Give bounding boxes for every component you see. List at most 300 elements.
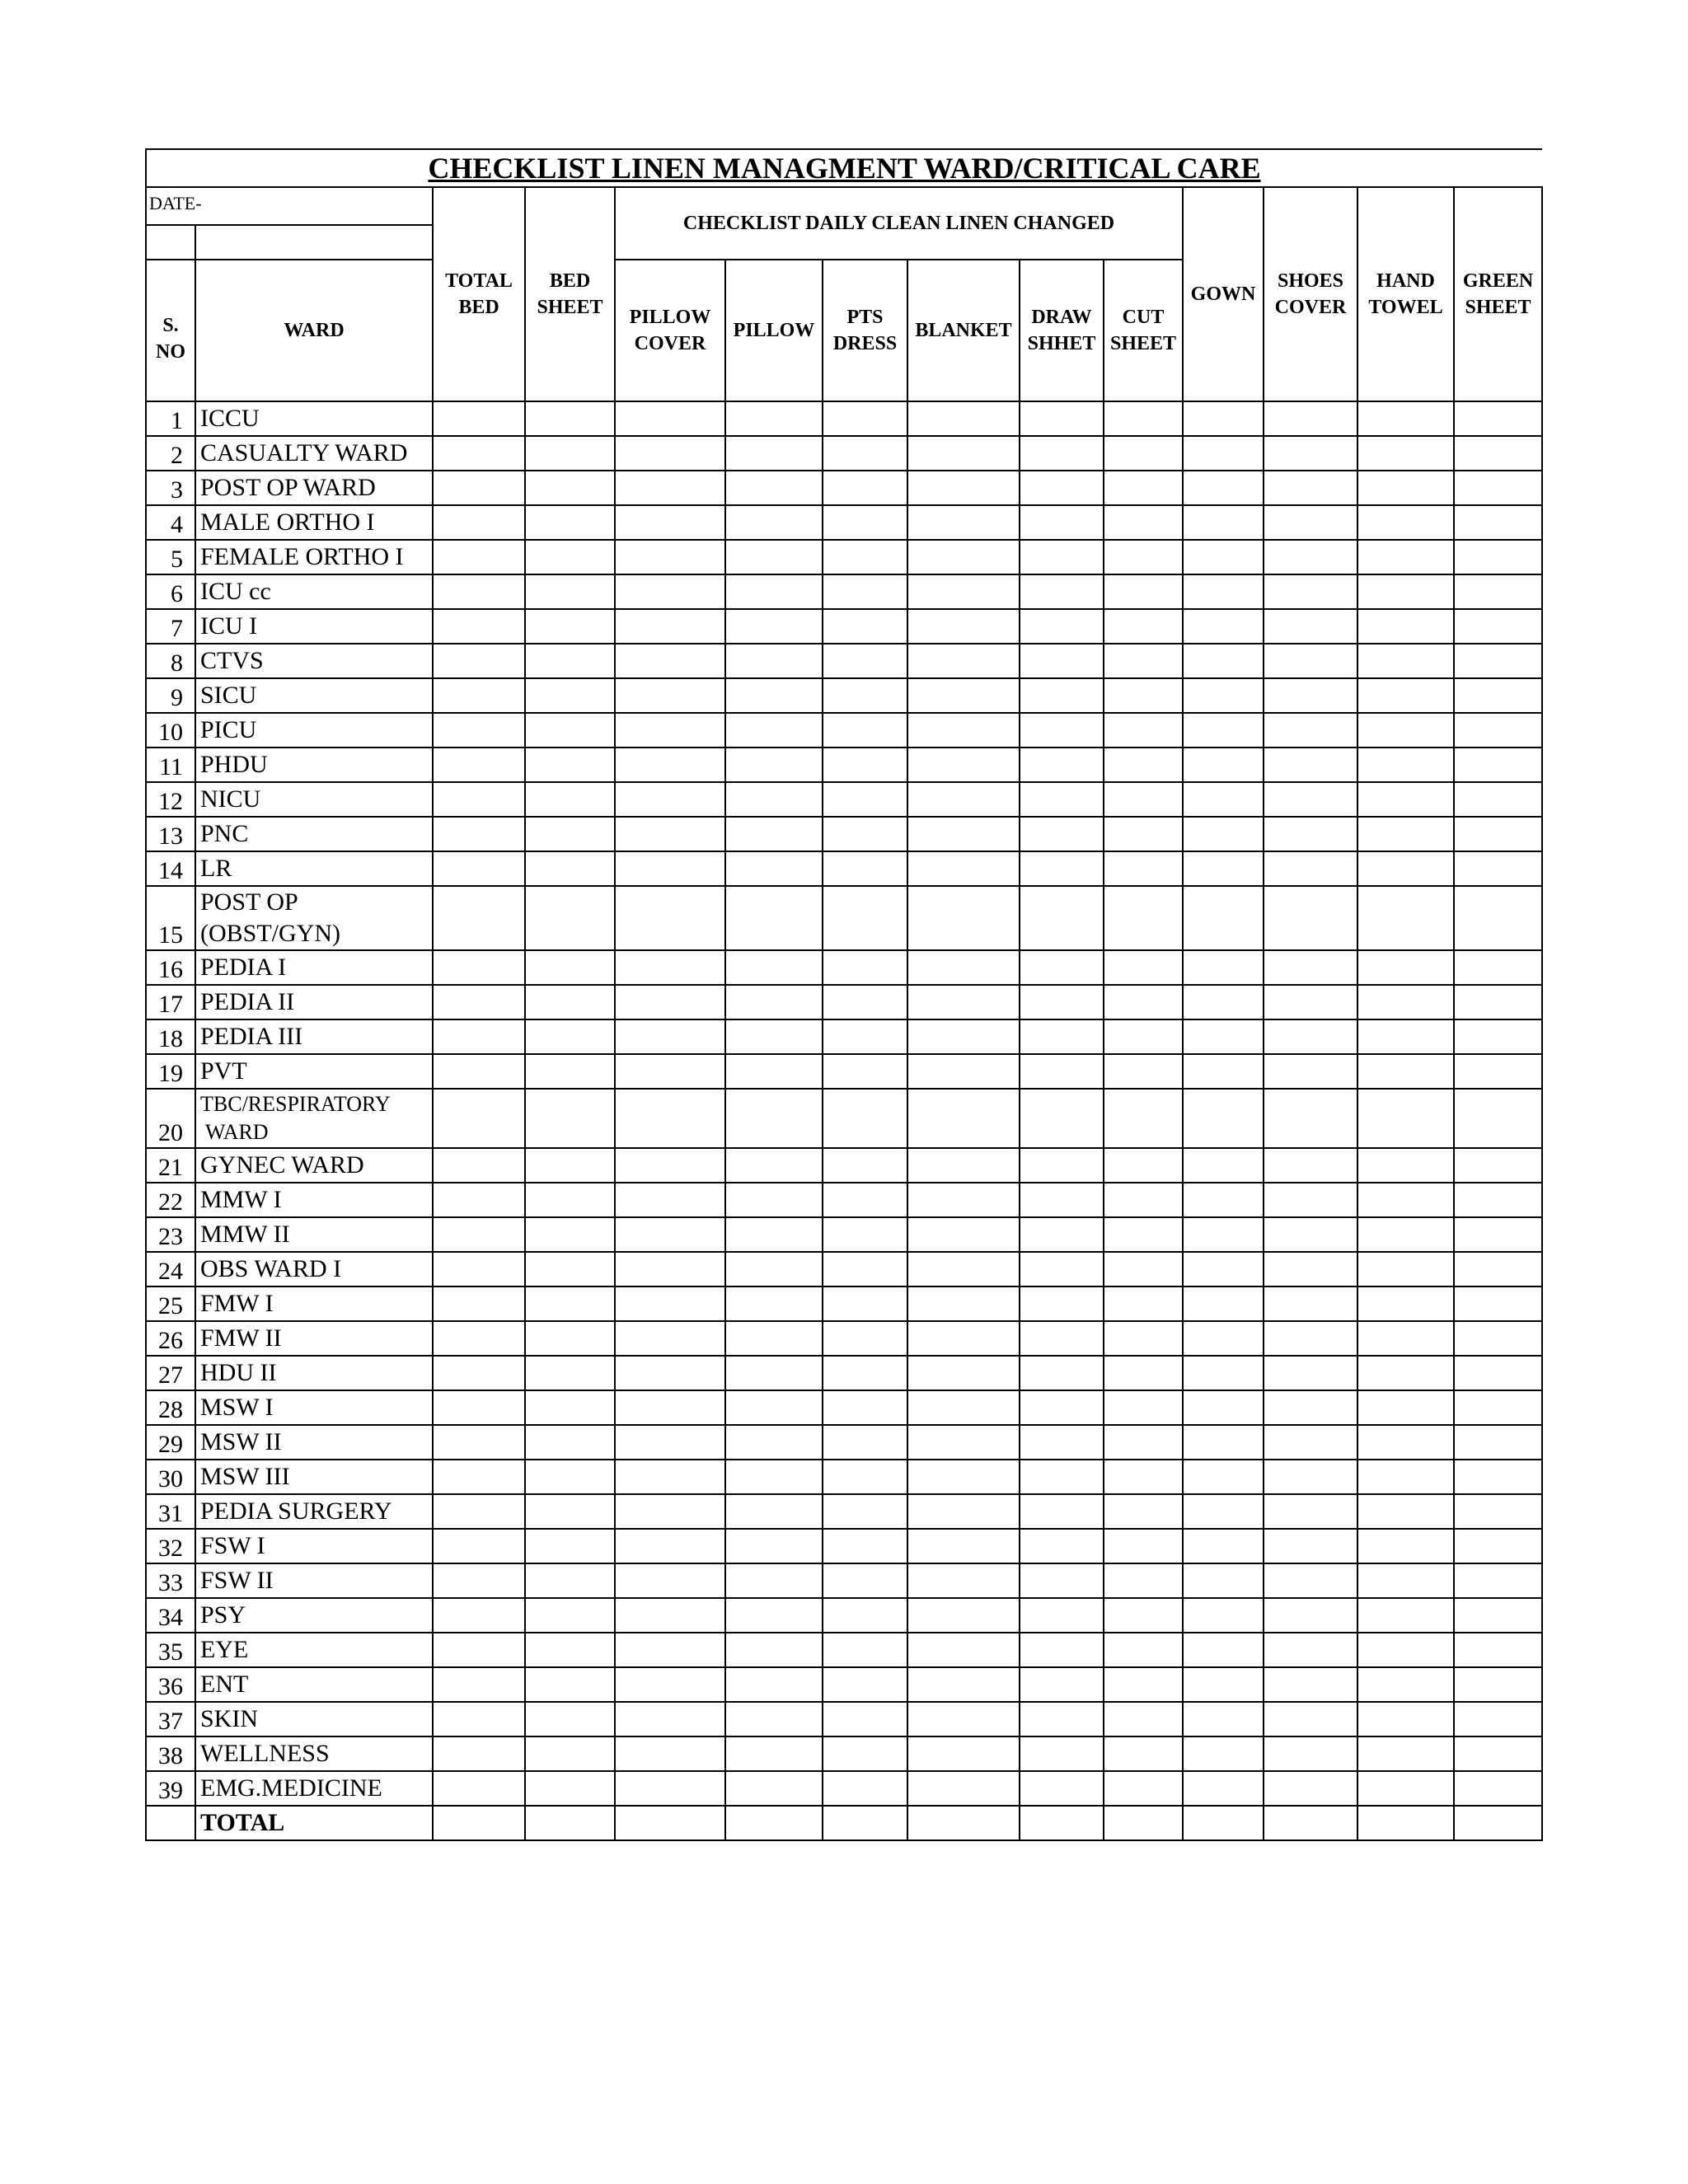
cell-draw-sheet[interactable] <box>1020 678 1104 713</box>
cell-hand-towel[interactable] <box>1357 886 1454 950</box>
cell-green-sheet[interactable] <box>1454 886 1542 950</box>
cell-bed-sheet[interactable] <box>525 609 615 644</box>
cell-cut-sheet[interactable] <box>1104 1148 1183 1183</box>
cell-cut-sheet[interactable] <box>1104 401 1183 436</box>
cell-gown[interactable] <box>1183 1089 1264 1148</box>
cell-pts-dress[interactable] <box>823 644 907 678</box>
cell-draw-sheet[interactable] <box>1020 401 1104 436</box>
cell-shoes-cover[interactable] <box>1264 1633 1357 1667</box>
cell-bed-sheet[interactable] <box>525 1356 615 1390</box>
cell-pillow[interactable] <box>725 1183 823 1217</box>
cell-hand-towel[interactable] <box>1357 1148 1454 1183</box>
cell-gown[interactable] <box>1183 1563 1264 1598</box>
cell-draw-sheet[interactable] <box>1020 609 1104 644</box>
cell-shoes-cover[interactable] <box>1264 1806 1357 1840</box>
cell-bed-sheet[interactable] <box>525 1563 615 1598</box>
cell-pillow[interactable] <box>725 1425 823 1460</box>
cell-gown[interactable] <box>1183 1736 1264 1771</box>
cell-bed-sheet[interactable] <box>525 471 615 505</box>
cell-pillow-cover[interactable] <box>615 1054 725 1089</box>
cell-shoes-cover[interactable] <box>1264 886 1357 950</box>
cell-green-sheet[interactable] <box>1454 1633 1542 1667</box>
cell-green-sheet[interactable] <box>1454 1806 1542 1840</box>
cell-shoes-cover[interactable] <box>1264 1286 1357 1321</box>
cell-draw-sheet[interactable] <box>1020 748 1104 782</box>
cell-draw-sheet[interactable] <box>1020 436 1104 471</box>
cell-pts-dress[interactable] <box>823 1736 907 1771</box>
cell-cut-sheet[interactable] <box>1104 1598 1183 1633</box>
cell-hand-towel[interactable] <box>1357 1771 1454 1806</box>
cell-gown[interactable] <box>1183 1183 1264 1217</box>
cell-pillow[interactable] <box>725 1702 823 1736</box>
cell-pts-dress[interactable] <box>823 851 907 886</box>
cell-blanket[interactable] <box>907 1217 1020 1252</box>
cell-pts-dress[interactable] <box>823 505 907 540</box>
cell-pts-dress[interactable] <box>823 1702 907 1736</box>
cell-pillow[interactable] <box>725 748 823 782</box>
cell-pillow-cover[interactable] <box>615 644 725 678</box>
cell-draw-sheet[interactable] <box>1020 1598 1104 1633</box>
cell-pillow-cover[interactable] <box>615 1563 725 1598</box>
cell-blanket[interactable] <box>907 644 1020 678</box>
cell-gown[interactable] <box>1183 851 1264 886</box>
cell-green-sheet[interactable] <box>1454 748 1542 782</box>
cell-total-bed[interactable] <box>433 1425 525 1460</box>
cell-pts-dress[interactable] <box>823 436 907 471</box>
cell-cut-sheet[interactable] <box>1104 574 1183 609</box>
cell-hand-towel[interactable] <box>1357 678 1454 713</box>
cell-draw-sheet[interactable] <box>1020 782 1104 817</box>
cell-bed-sheet[interactable] <box>525 886 615 950</box>
cell-green-sheet[interactable] <box>1454 985 1542 1019</box>
cell-blanket[interactable] <box>907 1633 1020 1667</box>
cell-hand-towel[interactable] <box>1357 540 1454 574</box>
cell-green-sheet[interactable] <box>1454 1563 1542 1598</box>
cell-pillow[interactable] <box>725 1460 823 1494</box>
cell-cut-sheet[interactable] <box>1104 1356 1183 1390</box>
cell-draw-sheet[interactable] <box>1020 1460 1104 1494</box>
cell-green-sheet[interactable] <box>1454 678 1542 713</box>
date-blank-cell[interactable] <box>146 225 195 260</box>
cell-bed-sheet[interactable] <box>525 950 615 985</box>
cell-gown[interactable] <box>1183 1460 1264 1494</box>
cell-total-bed[interactable] <box>433 1702 525 1736</box>
cell-draw-sheet[interactable] <box>1020 1736 1104 1771</box>
cell-hand-towel[interactable] <box>1357 609 1454 644</box>
cell-blanket[interactable] <box>907 540 1020 574</box>
cell-hand-towel[interactable] <box>1357 1054 1454 1089</box>
cell-pillow[interactable] <box>725 1252 823 1286</box>
cell-gown[interactable] <box>1183 540 1264 574</box>
cell-pts-dress[interactable] <box>823 748 907 782</box>
cell-total-bed[interactable] <box>433 817 525 851</box>
cell-cut-sheet[interactable] <box>1104 1054 1183 1089</box>
cell-draw-sheet[interactable] <box>1020 505 1104 540</box>
cell-blanket[interactable] <box>907 1563 1020 1598</box>
cell-blanket[interactable] <box>907 713 1020 748</box>
cell-draw-sheet[interactable] <box>1020 1667 1104 1702</box>
cell-green-sheet[interactable] <box>1454 540 1542 574</box>
cell-total-bed[interactable] <box>433 1390 525 1425</box>
cell-pts-dress[interactable] <box>823 886 907 950</box>
cell-cut-sheet[interactable] <box>1104 1252 1183 1286</box>
cell-total-bed[interactable] <box>433 1598 525 1633</box>
cell-pts-dress[interactable] <box>823 1217 907 1252</box>
cell-gown[interactable] <box>1183 1019 1264 1054</box>
cell-hand-towel[interactable] <box>1357 851 1454 886</box>
cell-pillow[interactable] <box>725 1390 823 1425</box>
cell-gown[interactable] <box>1183 1667 1264 1702</box>
cell-draw-sheet[interactable] <box>1020 1633 1104 1667</box>
cell-pillow-cover[interactable] <box>615 851 725 886</box>
cell-blanket[interactable] <box>907 1148 1020 1183</box>
cell-bed-sheet[interactable] <box>525 1702 615 1736</box>
cell-blanket[interactable] <box>907 1425 1020 1460</box>
cell-total-bed[interactable] <box>433 1019 525 1054</box>
cell-green-sheet[interactable] <box>1454 1702 1542 1736</box>
cell-pillow[interactable] <box>725 678 823 713</box>
cell-cut-sheet[interactable] <box>1104 950 1183 985</box>
cell-green-sheet[interactable] <box>1454 1425 1542 1460</box>
cell-total-bed[interactable] <box>433 436 525 471</box>
cell-gown[interactable] <box>1183 609 1264 644</box>
cell-pillow-cover[interactable] <box>615 782 725 817</box>
cell-gown[interactable] <box>1183 1494 1264 1529</box>
cell-pillow-cover[interactable] <box>615 1019 725 1054</box>
cell-shoes-cover[interactable] <box>1264 748 1357 782</box>
cell-green-sheet[interactable] <box>1454 713 1542 748</box>
cell-shoes-cover[interactable] <box>1264 1390 1357 1425</box>
cell-green-sheet[interactable] <box>1454 471 1542 505</box>
cell-blanket[interactable] <box>907 1321 1020 1356</box>
cell-bed-sheet[interactable] <box>525 644 615 678</box>
cell-pts-dress[interactable] <box>823 1286 907 1321</box>
cell-draw-sheet[interactable] <box>1020 1425 1104 1460</box>
cell-cut-sheet[interactable] <box>1104 436 1183 471</box>
cell-hand-towel[interactable] <box>1357 574 1454 609</box>
cell-bed-sheet[interactable] <box>525 748 615 782</box>
cell-bed-sheet[interactable] <box>525 540 615 574</box>
cell-cut-sheet[interactable] <box>1104 1286 1183 1321</box>
cell-shoes-cover[interactable] <box>1264 401 1357 436</box>
cell-draw-sheet[interactable] <box>1020 471 1104 505</box>
cell-total-bed[interactable] <box>433 1667 525 1702</box>
cell-pillow-cover[interactable] <box>615 1598 725 1633</box>
cell-shoes-cover[interactable] <box>1264 817 1357 851</box>
cell-hand-towel[interactable] <box>1357 985 1454 1019</box>
cell-bed-sheet[interactable] <box>525 1633 615 1667</box>
cell-shoes-cover[interactable] <box>1264 1148 1357 1183</box>
cell-cut-sheet[interactable] <box>1104 644 1183 678</box>
cell-green-sheet[interactable] <box>1454 1252 1542 1286</box>
cell-shoes-cover[interactable] <box>1264 1252 1357 1286</box>
cell-bed-sheet[interactable] <box>525 1460 615 1494</box>
cell-gown[interactable] <box>1183 1598 1264 1633</box>
cell-cut-sheet[interactable] <box>1104 782 1183 817</box>
cell-draw-sheet[interactable] <box>1020 644 1104 678</box>
cell-shoes-cover[interactable] <box>1264 1736 1357 1771</box>
cell-blanket[interactable] <box>907 1736 1020 1771</box>
cell-pillow[interactable] <box>725 1563 823 1598</box>
cell-bed-sheet[interactable] <box>525 1089 615 1148</box>
cell-gown[interactable] <box>1183 1425 1264 1460</box>
cell-shoes-cover[interactable] <box>1264 1771 1357 1806</box>
cell-hand-towel[interactable] <box>1357 1286 1454 1321</box>
cell-pillow-cover[interactable] <box>615 1806 725 1840</box>
cell-pillow[interactable] <box>725 1667 823 1702</box>
cell-pillow-cover[interactable] <box>615 436 725 471</box>
cell-pts-dress[interactable] <box>823 1494 907 1529</box>
cell-pillow-cover[interactable] <box>615 1356 725 1390</box>
cell-pillow[interactable] <box>725 1054 823 1089</box>
cell-cut-sheet[interactable] <box>1104 1702 1183 1736</box>
cell-blanket[interactable] <box>907 782 1020 817</box>
cell-green-sheet[interactable] <box>1454 1460 1542 1494</box>
cell-gown[interactable] <box>1183 713 1264 748</box>
cell-pillow-cover[interactable] <box>615 1217 725 1252</box>
cell-pillow-cover[interactable] <box>615 817 725 851</box>
cell-green-sheet[interactable] <box>1454 1529 1542 1563</box>
cell-draw-sheet[interactable] <box>1020 1252 1104 1286</box>
cell-shoes-cover[interactable] <box>1264 1183 1357 1217</box>
cell-total-bed[interactable] <box>433 574 525 609</box>
cell-total-bed[interactable] <box>433 1356 525 1390</box>
cell-total-bed[interactable] <box>433 1736 525 1771</box>
cell-bed-sheet[interactable] <box>525 713 615 748</box>
cell-shoes-cover[interactable] <box>1264 574 1357 609</box>
cell-pillow[interactable] <box>725 505 823 540</box>
cell-bed-sheet[interactable] <box>525 1425 615 1460</box>
cell-bed-sheet[interactable] <box>525 1321 615 1356</box>
cell-pillow-cover[interactable] <box>615 1286 725 1321</box>
cell-hand-towel[interactable] <box>1357 1598 1454 1633</box>
cell-blanket[interactable] <box>907 1286 1020 1321</box>
cell-pillow[interactable] <box>725 401 823 436</box>
cell-draw-sheet[interactable] <box>1020 1321 1104 1356</box>
cell-gown[interactable] <box>1183 1356 1264 1390</box>
cell-blanket[interactable] <box>907 1494 1020 1529</box>
cell-cut-sheet[interactable] <box>1104 1390 1183 1425</box>
cell-pillow-cover[interactable] <box>615 1633 725 1667</box>
cell-draw-sheet[interactable] <box>1020 1806 1104 1840</box>
cell-gown[interactable] <box>1183 782 1264 817</box>
cell-total-bed[interactable] <box>433 471 525 505</box>
cell-pts-dress[interactable] <box>823 1089 907 1148</box>
cell-pts-dress[interactable] <box>823 1806 907 1840</box>
cell-blanket[interactable] <box>907 851 1020 886</box>
cell-bed-sheet[interactable] <box>525 1771 615 1806</box>
cell-pts-dress[interactable] <box>823 1460 907 1494</box>
cell-shoes-cover[interactable] <box>1264 678 1357 713</box>
cell-cut-sheet[interactable] <box>1104 505 1183 540</box>
cell-blanket[interactable] <box>907 574 1020 609</box>
cell-pillow-cover[interactable] <box>615 1148 725 1183</box>
cell-green-sheet[interactable] <box>1454 817 1542 851</box>
cell-hand-towel[interactable] <box>1357 436 1454 471</box>
cell-gown[interactable] <box>1183 574 1264 609</box>
cell-green-sheet[interactable] <box>1454 1148 1542 1183</box>
cell-hand-towel[interactable] <box>1357 1390 1454 1425</box>
cell-blanket[interactable] <box>907 1702 1020 1736</box>
cell-bed-sheet[interactable] <box>525 1252 615 1286</box>
cell-blanket[interactable] <box>907 1054 1020 1089</box>
cell-green-sheet[interactable] <box>1454 436 1542 471</box>
cell-hand-towel[interactable] <box>1357 950 1454 985</box>
cell-bed-sheet[interactable] <box>525 1598 615 1633</box>
cell-gown[interactable] <box>1183 1771 1264 1806</box>
cell-cut-sheet[interactable] <box>1104 471 1183 505</box>
cell-cut-sheet[interactable] <box>1104 851 1183 886</box>
cell-green-sheet[interactable] <box>1454 1019 1542 1054</box>
cell-blanket[interactable] <box>907 985 1020 1019</box>
cell-bed-sheet[interactable] <box>525 817 615 851</box>
cell-pillow[interactable] <box>725 1736 823 1771</box>
cell-draw-sheet[interactable] <box>1020 713 1104 748</box>
cell-total-bed[interactable] <box>433 748 525 782</box>
cell-draw-sheet[interactable] <box>1020 1148 1104 1183</box>
cell-cut-sheet[interactable] <box>1104 1529 1183 1563</box>
cell-cut-sheet[interactable] <box>1104 1217 1183 1252</box>
cell-cut-sheet[interactable] <box>1104 1321 1183 1356</box>
cell-pillow-cover[interactable] <box>615 1771 725 1806</box>
cell-draw-sheet[interactable] <box>1020 1286 1104 1321</box>
cell-blanket[interactable] <box>907 1806 1020 1840</box>
cell-shoes-cover[interactable] <box>1264 436 1357 471</box>
cell-total-bed[interactable] <box>433 678 525 713</box>
cell-green-sheet[interactable] <box>1454 1771 1542 1806</box>
cell-gown[interactable] <box>1183 1529 1264 1563</box>
cell-gown[interactable] <box>1183 471 1264 505</box>
cell-hand-towel[interactable] <box>1357 1460 1454 1494</box>
cell-gown[interactable] <box>1183 748 1264 782</box>
cell-total-bed[interactable] <box>433 401 525 436</box>
cell-hand-towel[interactable] <box>1357 782 1454 817</box>
cell-pillow[interactable] <box>725 1286 823 1321</box>
cell-gown[interactable] <box>1183 1286 1264 1321</box>
cell-shoes-cover[interactable] <box>1264 505 1357 540</box>
cell-pillow-cover[interactable] <box>615 886 725 950</box>
cell-pillow-cover[interactable] <box>615 950 725 985</box>
cell-blanket[interactable] <box>907 1252 1020 1286</box>
cell-pillow[interactable] <box>725 1529 823 1563</box>
cell-cut-sheet[interactable] <box>1104 609 1183 644</box>
cell-shoes-cover[interactable] <box>1264 1425 1357 1460</box>
cell-gown[interactable] <box>1183 1806 1264 1840</box>
cell-green-sheet[interactable] <box>1454 1054 1542 1089</box>
cell-total-bed[interactable] <box>433 1806 525 1840</box>
cell-draw-sheet[interactable] <box>1020 1089 1104 1148</box>
cell-pillow-cover[interactable] <box>615 609 725 644</box>
cell-total-bed[interactable] <box>433 950 525 985</box>
cell-pts-dress[interactable] <box>823 1390 907 1425</box>
cell-green-sheet[interactable] <box>1454 1321 1542 1356</box>
cell-cut-sheet[interactable] <box>1104 1771 1183 1806</box>
cell-bed-sheet[interactable] <box>525 1529 615 1563</box>
cell-pts-dress[interactable] <box>823 1563 907 1598</box>
cell-draw-sheet[interactable] <box>1020 1356 1104 1390</box>
cell-draw-sheet[interactable] <box>1020 1019 1104 1054</box>
cell-bed-sheet[interactable] <box>525 1806 615 1840</box>
cell-shoes-cover[interactable] <box>1264 540 1357 574</box>
cell-cut-sheet[interactable] <box>1104 817 1183 851</box>
cell-pillow[interactable] <box>725 886 823 950</box>
cell-draw-sheet[interactable] <box>1020 1217 1104 1252</box>
cell-draw-sheet[interactable] <box>1020 540 1104 574</box>
cell-bed-sheet[interactable] <box>525 782 615 817</box>
cell-green-sheet[interactable] <box>1454 950 1542 985</box>
cell-pillow[interactable] <box>725 644 823 678</box>
cell-bed-sheet[interactable] <box>525 574 615 609</box>
cell-cut-sheet[interactable] <box>1104 886 1183 950</box>
cell-pillow[interactable] <box>725 1321 823 1356</box>
cell-total-bed[interactable] <box>433 1494 525 1529</box>
cell-green-sheet[interactable] <box>1454 1390 1542 1425</box>
cell-shoes-cover[interactable] <box>1264 851 1357 886</box>
cell-green-sheet[interactable] <box>1454 1356 1542 1390</box>
cell-shoes-cover[interactable] <box>1264 1321 1357 1356</box>
cell-shoes-cover[interactable] <box>1264 1019 1357 1054</box>
cell-draw-sheet[interactable] <box>1020 1771 1104 1806</box>
cell-pts-dress[interactable] <box>823 678 907 713</box>
cell-draw-sheet[interactable] <box>1020 1529 1104 1563</box>
cell-hand-towel[interactable] <box>1357 1183 1454 1217</box>
cell-shoes-cover[interactable] <box>1264 1054 1357 1089</box>
cell-bed-sheet[interactable] <box>525 1054 615 1089</box>
cell-gown[interactable] <box>1183 886 1264 950</box>
cell-bed-sheet[interactable] <box>525 1736 615 1771</box>
cell-pillow[interactable] <box>725 782 823 817</box>
cell-blanket[interactable] <box>907 1460 1020 1494</box>
cell-total-bed[interactable] <box>433 1529 525 1563</box>
cell-hand-towel[interactable] <box>1357 1494 1454 1529</box>
cell-total-bed[interactable] <box>433 1089 525 1148</box>
cell-blanket[interactable] <box>907 401 1020 436</box>
cell-shoes-cover[interactable] <box>1264 1598 1357 1633</box>
cell-total-bed[interactable] <box>433 782 525 817</box>
cell-pts-dress[interactable] <box>823 609 907 644</box>
cell-gown[interactable] <box>1183 985 1264 1019</box>
cell-pts-dress[interactable] <box>823 1019 907 1054</box>
cell-hand-towel[interactable] <box>1357 1425 1454 1460</box>
cell-cut-sheet[interactable] <box>1104 1633 1183 1667</box>
cell-green-sheet[interactable] <box>1454 609 1542 644</box>
cell-pillow-cover[interactable] <box>615 1089 725 1148</box>
cell-pts-dress[interactable] <box>823 1529 907 1563</box>
date-value-cell[interactable] <box>195 225 433 260</box>
cell-shoes-cover[interactable] <box>1264 985 1357 1019</box>
cell-pillow[interactable] <box>725 950 823 985</box>
cell-pillow-cover[interactable] <box>615 713 725 748</box>
cell-pts-dress[interactable] <box>823 782 907 817</box>
cell-total-bed[interactable] <box>433 1217 525 1252</box>
cell-cut-sheet[interactable] <box>1104 1563 1183 1598</box>
cell-total-bed[interactable] <box>433 1633 525 1667</box>
cell-bed-sheet[interactable] <box>525 436 615 471</box>
cell-hand-towel[interactable] <box>1357 505 1454 540</box>
cell-total-bed[interactable] <box>433 985 525 1019</box>
cell-total-bed[interactable] <box>433 1771 525 1806</box>
cell-pillow[interactable] <box>725 1089 823 1148</box>
cell-shoes-cover[interactable] <box>1264 1460 1357 1494</box>
cell-pillow-cover[interactable] <box>615 401 725 436</box>
cell-shoes-cover[interactable] <box>1264 1702 1357 1736</box>
cell-total-bed[interactable] <box>433 1148 525 1183</box>
cell-pts-dress[interactable] <box>823 1598 907 1633</box>
cell-shoes-cover[interactable] <box>1264 1563 1357 1598</box>
cell-pts-dress[interactable] <box>823 1356 907 1390</box>
cell-bed-sheet[interactable] <box>525 401 615 436</box>
cell-total-bed[interactable] <box>433 1183 525 1217</box>
